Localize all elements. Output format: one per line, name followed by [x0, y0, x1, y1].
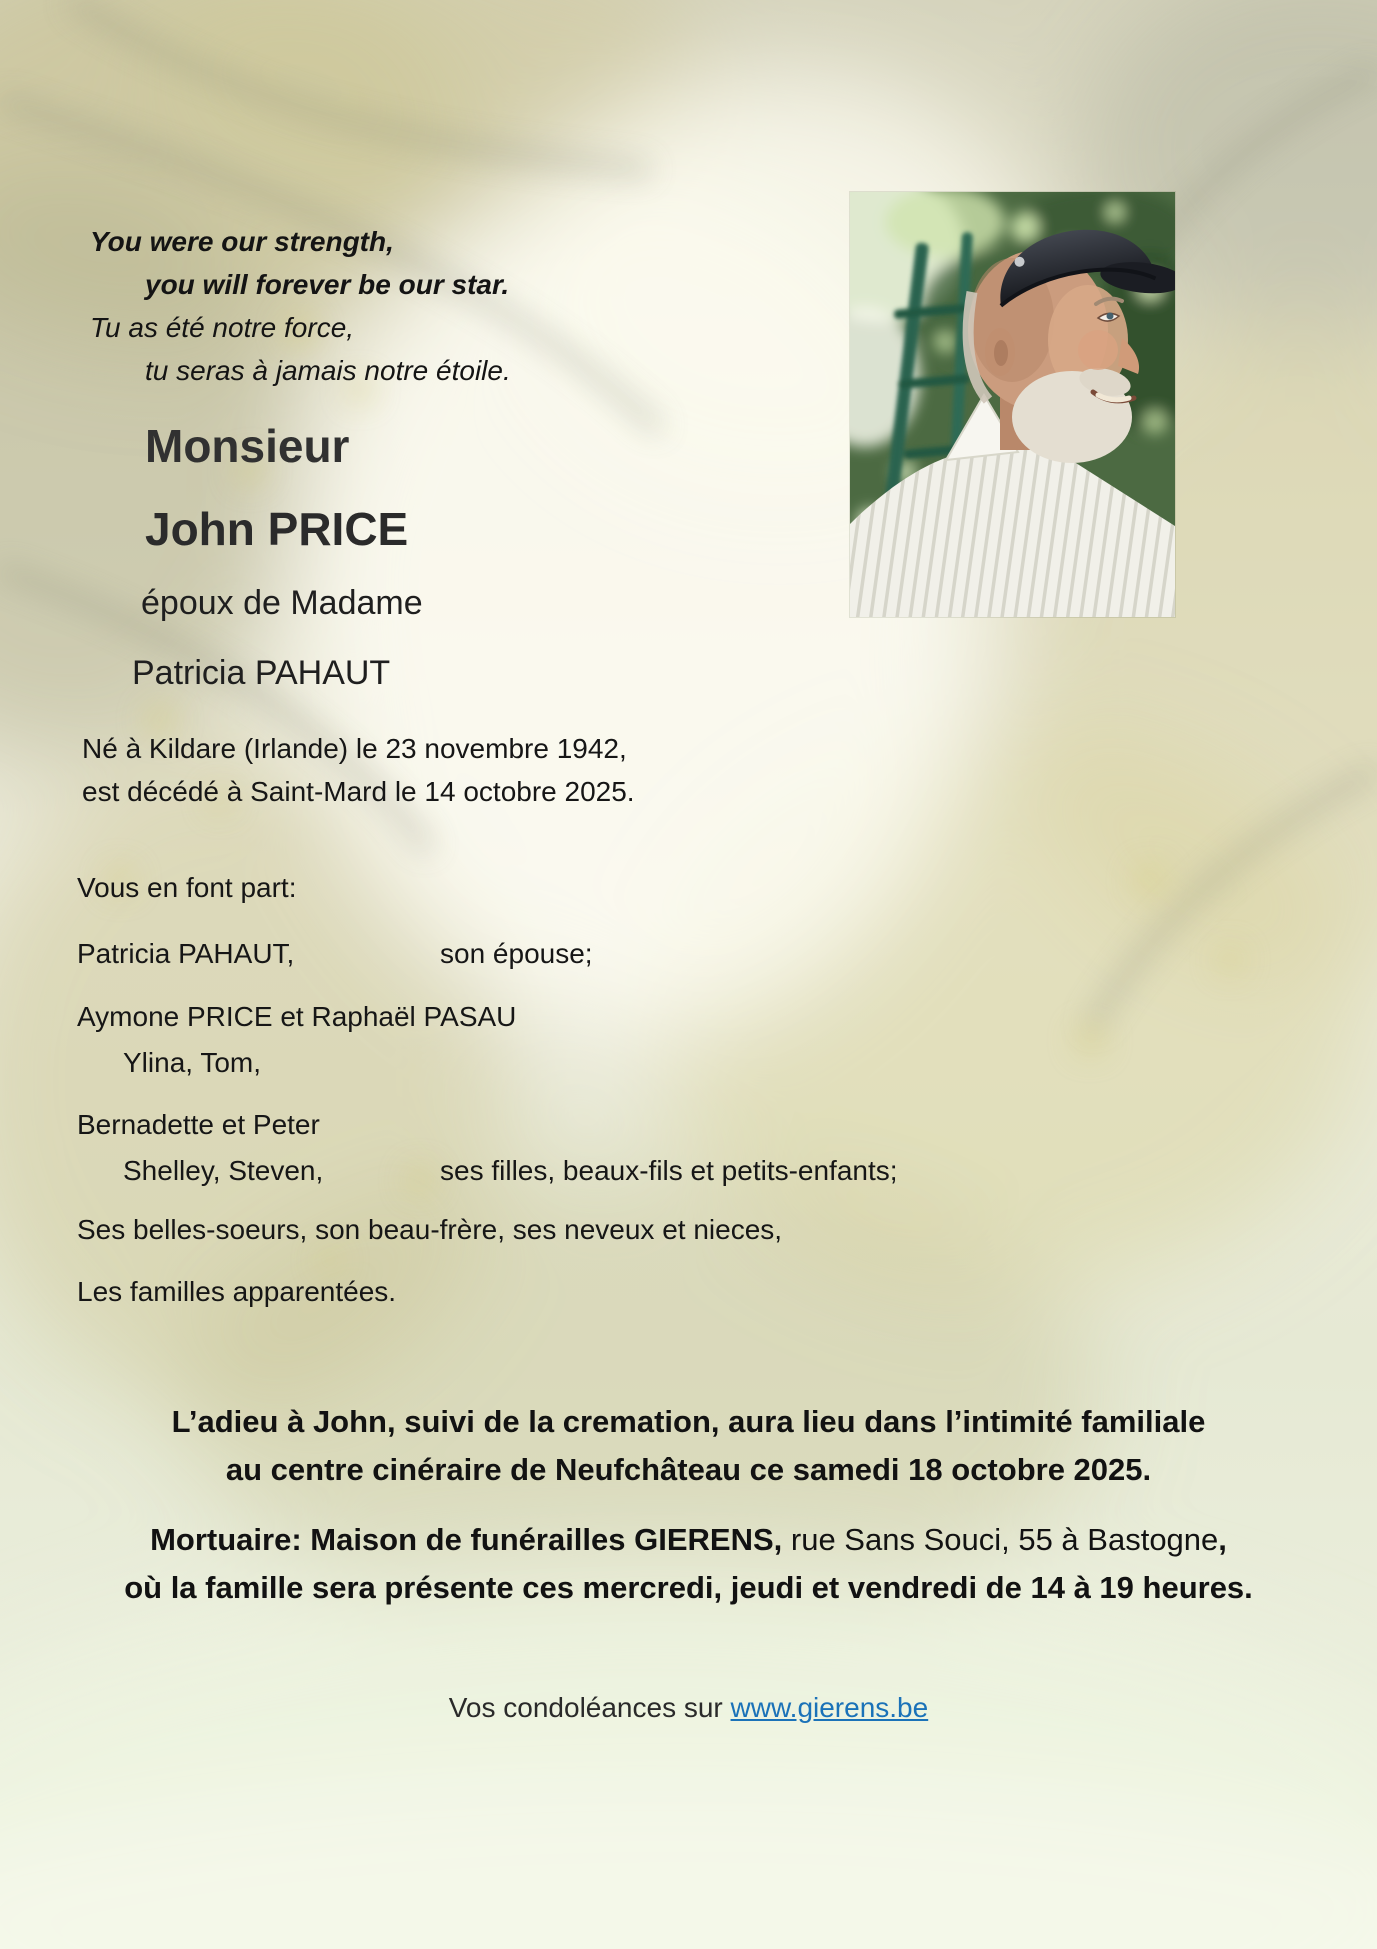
- family-row: [77, 938, 1297, 970]
- family-row: [77, 1214, 1297, 1246]
- family-left-text: Ses belles-soeurs, son beau-frère, ses neveux et nieces,: [77, 1214, 783, 1245]
- mortuary-trailing-comma: ,: [1218, 1522, 1227, 1557]
- death-line: est décédé à Saint-Mard le 14 octobre 2025.: [82, 776, 635, 807]
- mortuary-line-2: où la famille sera présente ces mercredi, jeudi et vendredi de 14 à 19 heures.: [124, 1570, 1253, 1605]
- family-row: [77, 1155, 1297, 1187]
- epigraph-line-en-2: you will forever be our star.: [145, 269, 510, 300]
- ceremony-line-1: L’adieu à John, suivi de la cremation, aura lieu dans l’intimité familiale: [171, 1404, 1206, 1439]
- honorific-title: Monsieur: [145, 420, 350, 472]
- family-left-text: Shelley, Steven,: [123, 1155, 324, 1186]
- family-left-text: Les familles apparentées.: [77, 1276, 397, 1307]
- family-row: [77, 1109, 1297, 1141]
- ceremony-line-2: au centre cinéraire de Neufchâteau ce samedi 18 octobre 2025.: [225, 1452, 1152, 1487]
- family-right-text: ses filles, beaux-fils et petits-enfants;: [440, 1155, 898, 1186]
- family-row: [77, 1001, 1297, 1033]
- family-right-text: son épouse;: [440, 938, 593, 969]
- spouse-prefix: époux de Madame: [141, 584, 423, 622]
- birth-line: Né à Kildare (Irlande) le 23 novembre 1942,: [82, 733, 627, 764]
- family-row: [77, 1047, 1343, 1079]
- condolences-line: [0, 1692, 1377, 1724]
- family-left-text: Bernadette et Peter: [77, 1109, 320, 1140]
- condolences-link[interactable]: www.gierens.be: [730, 1692, 929, 1723]
- epigraph-line-en-1: You were our strength,: [90, 226, 394, 257]
- portrait-photo: [850, 192, 1175, 617]
- family-row: [77, 1276, 1297, 1308]
- condolences-text: Vos condoléances sur: [448, 1692, 731, 1723]
- epigraph-line-fr-2: tu seras à jamais notre étoile.: [145, 355, 511, 386]
- deceased-name: John PRICE: [145, 503, 409, 555]
- family-left-text: Aymone PRICE et Raphaël PASAU: [77, 1001, 517, 1032]
- family-left-text: Patricia PAHAUT,: [77, 938, 295, 969]
- mortuary-info: [0, 1516, 1377, 1612]
- mortuary-address: rue Sans Souci, 55 à Bastogne: [782, 1522, 1219, 1557]
- family-left-text: Ylina, Tom,: [123, 1047, 261, 1078]
- birth-death-dates: [82, 727, 635, 813]
- epigraph: [90, 220, 511, 392]
- epigraph-line-fr-1: Tu as été notre force,: [90, 312, 355, 343]
- mortuary-funeral-home: Mortuaire: Maison de funérailles GIERENS,: [150, 1522, 783, 1557]
- mortuary-line-1: [0, 1516, 1377, 1564]
- ceremony-announcement: [0, 1398, 1377, 1494]
- spouse-name: Patricia PAHAUT: [132, 654, 391, 692]
- family-intro: Vous en font part:: [77, 872, 297, 903]
